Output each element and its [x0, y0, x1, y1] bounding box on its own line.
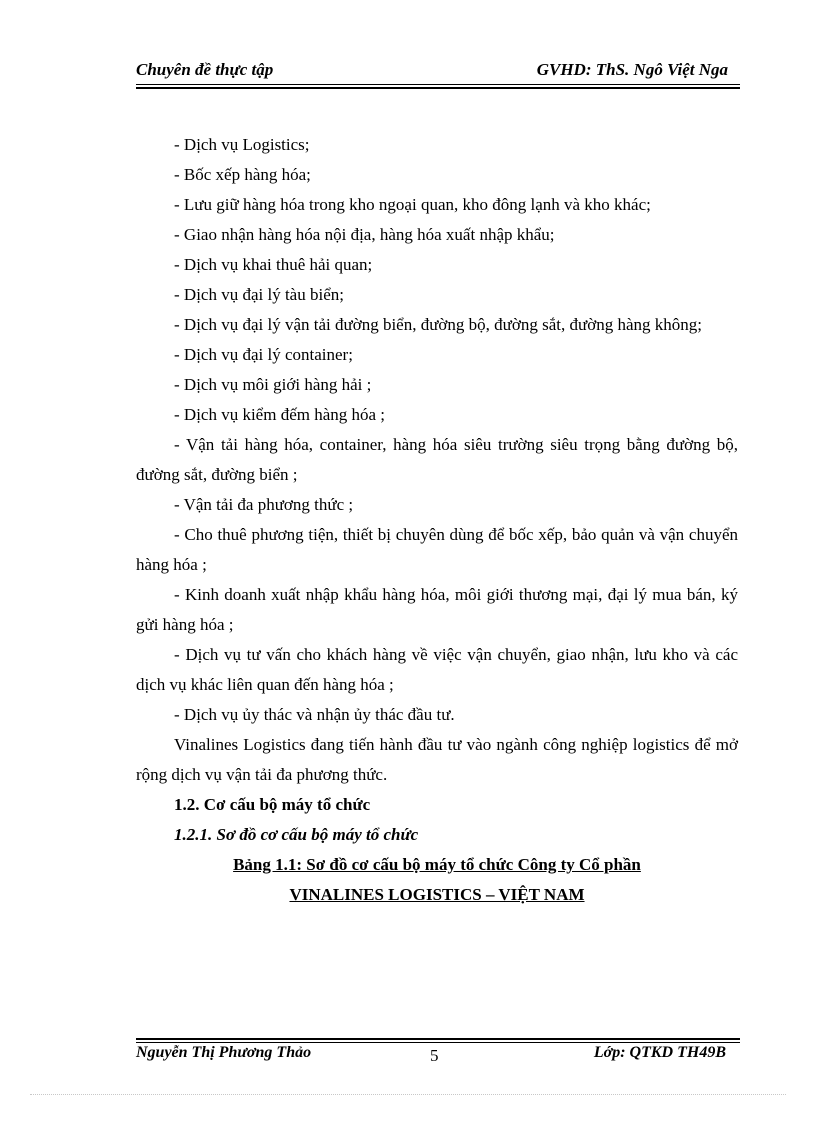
list-item: - Lưu giữ hàng hóa trong kho ngoại quan, kho đông lạnh và kho khác; — [174, 195, 651, 214]
footer-rule-thick — [136, 1038, 740, 1040]
footer-author: Nguyễn Thị Phương Thảo — [136, 1044, 312, 1061]
list-item: - Dịch vụ tư vấn cho khách hàng về việc vận chuyển, giao nhận, lưu kho và các dịch vụ khác liên quan đến hàng hóa ; — [136, 645, 738, 694]
list-item: - Dịch vụ đại lý vận tải đường biển, đường bộ, đường sắt, đường hàng không; — [174, 315, 702, 334]
footer-class: Lớp: QTKD TH49B — [593, 1044, 726, 1061]
list-item: - Dịch vụ Logistics; — [174, 135, 310, 154]
subsection-heading: 1.2.1. Sơ đồ cơ cấu bộ máy tổ chức — [174, 825, 419, 844]
header-report-title: Chuyên đề thực tập — [136, 60, 274, 79]
list-item: - Bốc xếp hàng hóa; — [174, 165, 311, 184]
list-item: - Vận tải hàng hóa, container, hàng hóa siêu trường siêu trọng bằng đường bộ, đường sắt, đường biển ; — [136, 435, 738, 484]
page-footer — [136, 1044, 740, 1068]
header-supervisor: GVHD: ThS. Ngô Việt Nga — [536, 60, 728, 79]
list-item: - Dịch vụ ủy thác và nhận ủy thác đầu tư. — [174, 705, 455, 724]
list-item: - Dịch vụ kiểm đếm hàng hóa ; — [174, 405, 386, 424]
document-body — [136, 130, 738, 910]
footer-rule — [136, 1042, 740, 1043]
list-item: - Dịch vụ đại lý container; — [174, 345, 353, 364]
page-edge-divider — [30, 1094, 786, 1095]
list-item: - Dịch vụ môi giới hàng hải ; — [174, 375, 372, 394]
list-item: - Dịch vụ đại lý tàu biển; — [174, 285, 344, 304]
list-item: - Giao nhận hàng hóa nội địa, hàng hóa xuất nhập khẩu; — [174, 225, 555, 244]
table-caption-line1: Bảng 1.1: Sơ đồ cơ cấu bộ máy tổ chức Công ty Cổ phần — [233, 855, 641, 874]
list-item: - Vận tải đa phương thức ; — [174, 495, 354, 514]
page-header — [136, 60, 740, 86]
list-item: - Dịch vụ khai thuê hải quan; — [174, 255, 373, 274]
header-rule — [136, 84, 740, 85]
list-item: - Cho thuê phương tiện, thiết bị chuyên dùng để bốc xếp, bảo quản và vận chuyển hàng hóa ; — [136, 525, 738, 574]
page-number: 5 — [430, 1046, 439, 1065]
section-heading: 1.2. Cơ cấu bộ máy tổ chức — [174, 795, 371, 814]
table-caption-line2: VINALINES LOGISTICS – VIỆT NAM — [289, 885, 585, 904]
list-item: - Kinh doanh xuất nhập khẩu hàng hóa, môi giới thương mại, đại lý mua bán, ký gửi hàng hóa ; — [136, 585, 738, 634]
body-paragraph: Vinalines Logistics đang tiến hành đầu tư vào ngành công nghiệp logistics để mở rộng dịch vụ vận tải đa phương thức. — [136, 735, 738, 784]
header-rule-thick — [136, 87, 740, 89]
